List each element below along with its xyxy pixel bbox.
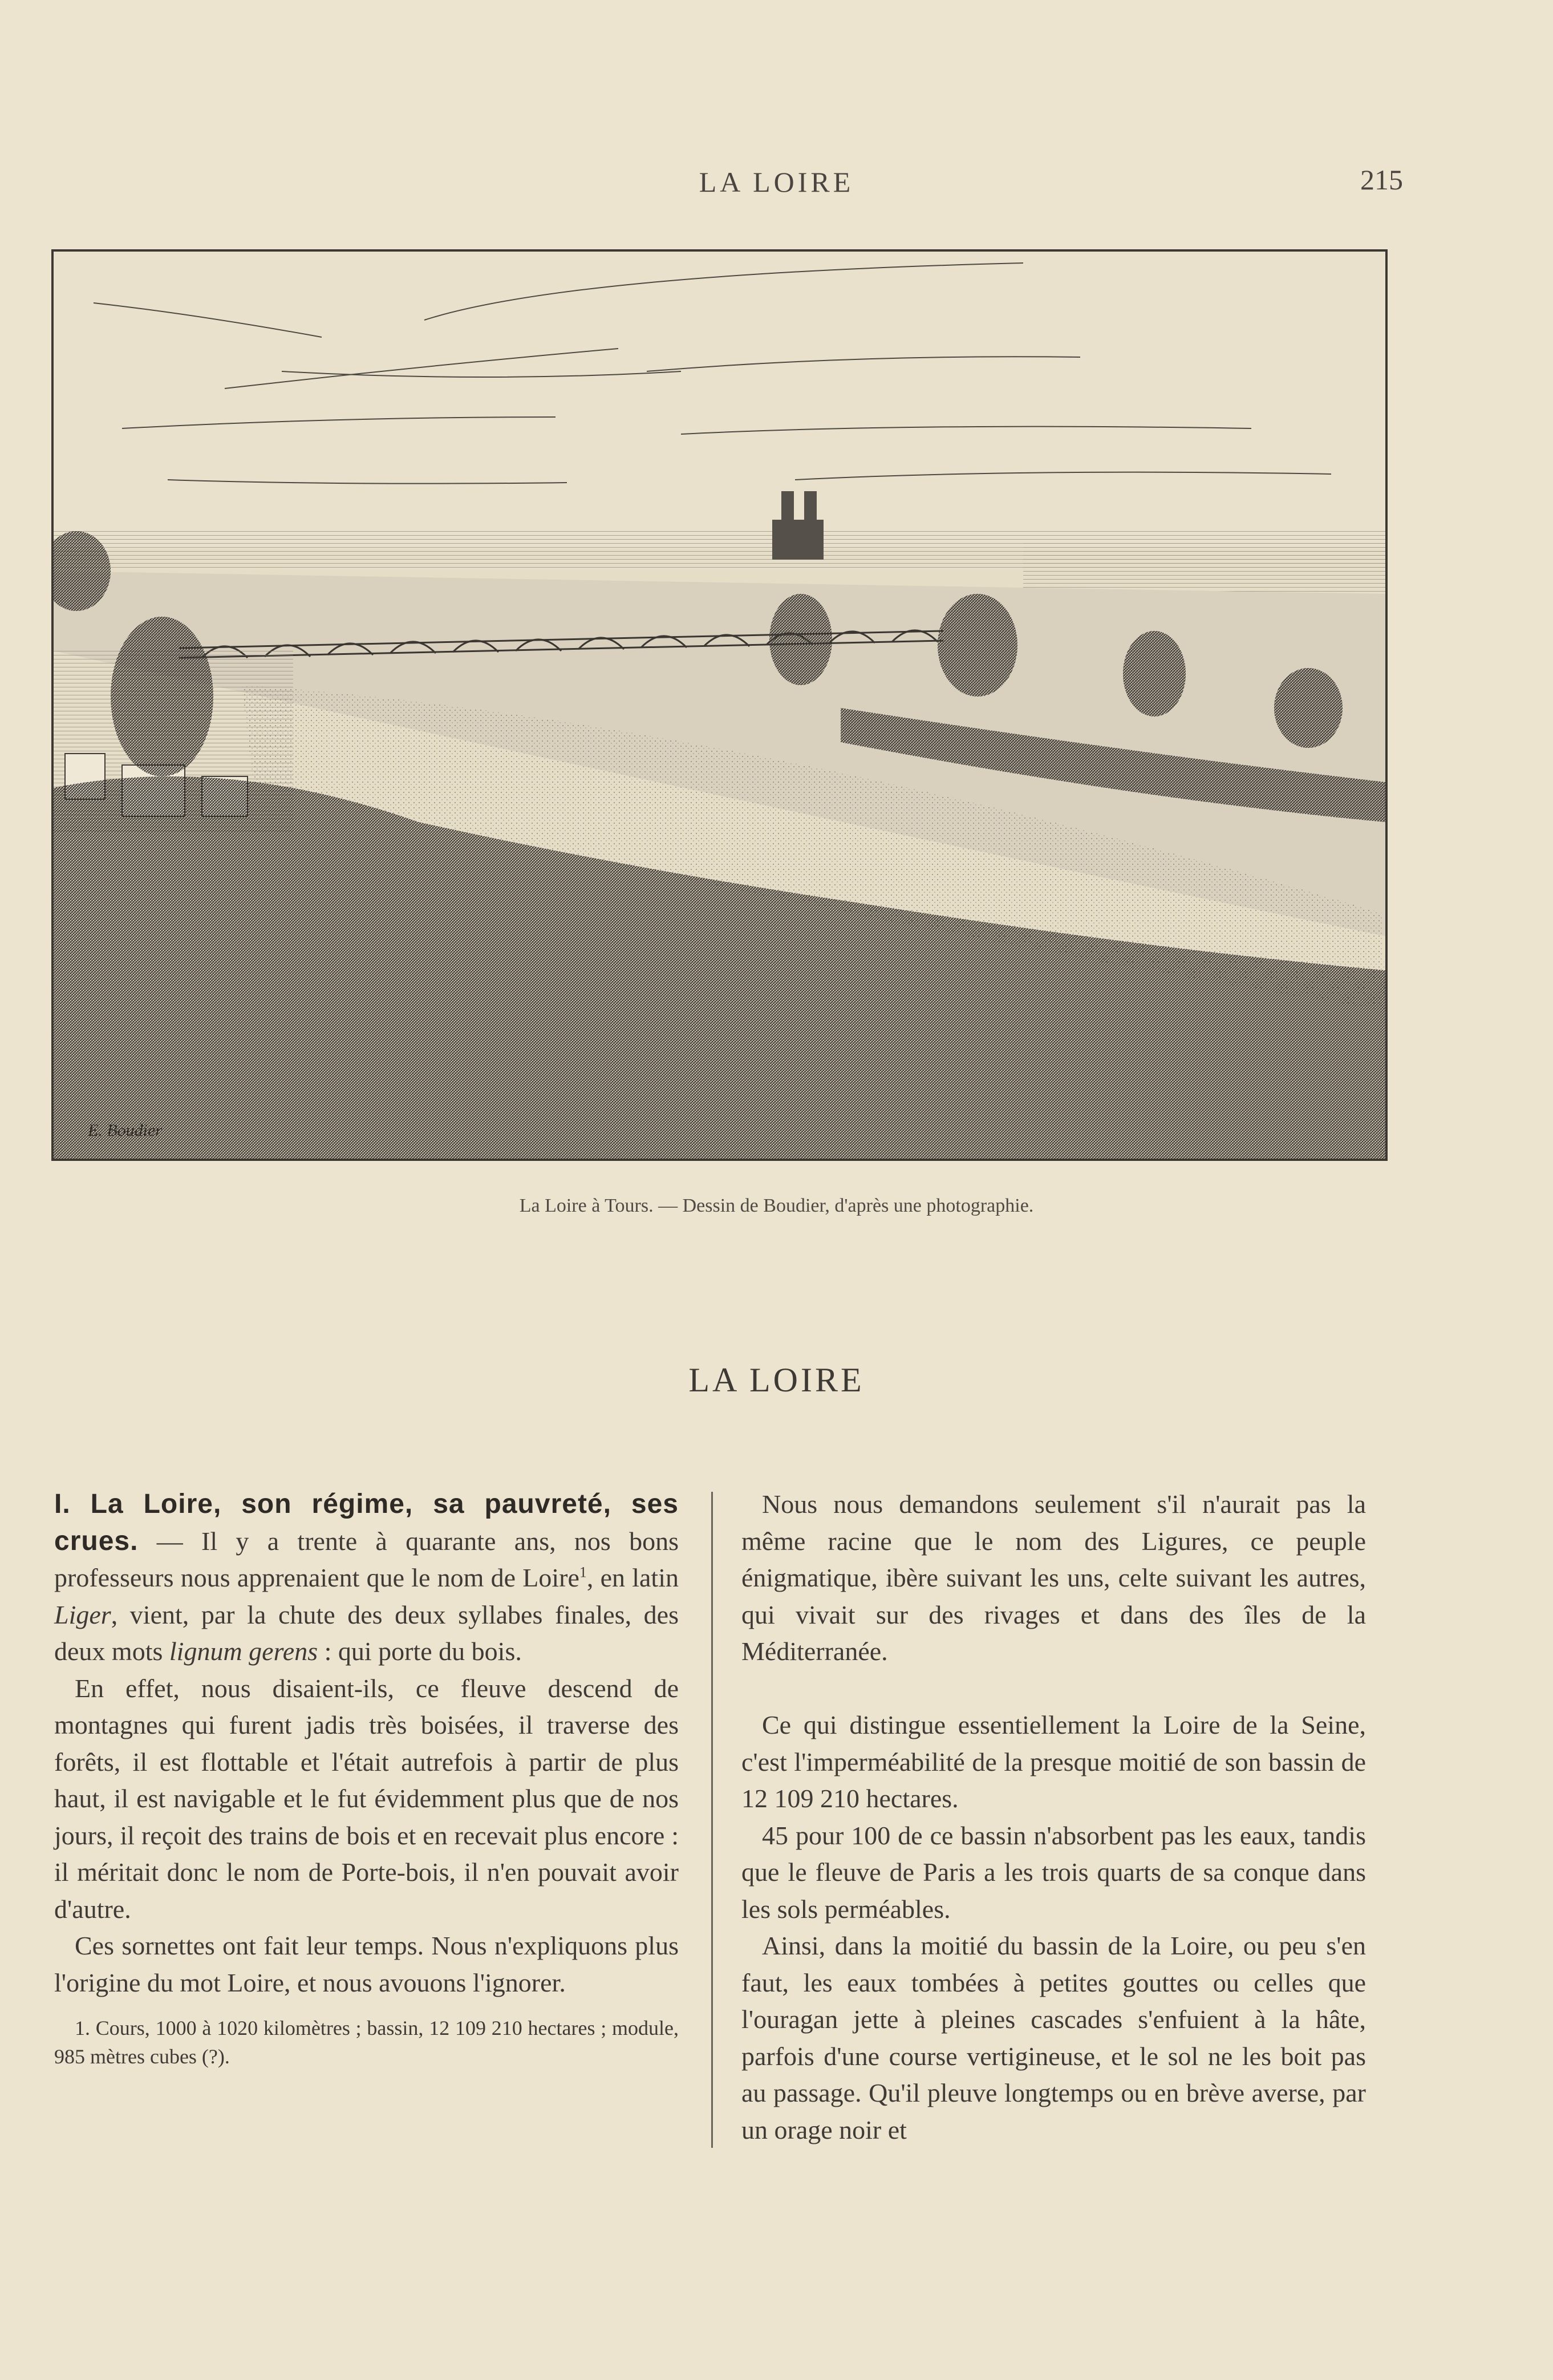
- paragraph: Nous nous demandons seulement s'il n'aurait pas la même racine que le nom des Ligures, ce peuple énigmatique, ibère suivant les uns, celte suivant les autres, qui vivait sur des rivages et dans des îles de la Méditerranée.: [741, 1489, 1366, 1666]
- footnote-reference: 1: [579, 1564, 587, 1581]
- section-heading: I. La Loire, son régime, sa pauvreté, ses crues.: [54, 1489, 679, 1556]
- column-divider: [711, 1492, 713, 2148]
- text-run: , vient, par la chute des deux syllabes finales, des deux mots: [54, 1600, 679, 1666]
- text-run: , en latin: [586, 1563, 679, 1592]
- page-number: 215: [1360, 164, 1403, 196]
- left-column: [54, 1486, 679, 2071]
- paragraph: Ainsi, dans la moitié du bassin de la Loire, ou peu s'en faut, les eaux tombées à petites gouttes ou celles que l'ouragan jette à pleines cascades s'enfuient à la hâte, parfois d'une course vertigineuse, et le sol ne les boit pas au passage. Qu'il pleuve longtemps ou en brève averse, par un orage noir et: [741, 1931, 1366, 2144]
- paragraph: Ce qui distingue essentiellement la Loire de la Seine, c'est l'imperméabilité de la presque moitié de son bassin de 12 109 210 hectares.: [741, 1710, 1366, 1813]
- engraving-drawing: [54, 252, 1385, 1159]
- running-title: LA LOIRE: [699, 166, 854, 198]
- paragraph: 45 pour 100 de ce bassin n'absorbent pas les eaux, tandis que le fleuve de Paris a les trois quarts de sa conque dans les sols perméables.: [741, 1820, 1366, 1924]
- artist-signature: E. Boudier: [88, 1121, 162, 1140]
- paragraph: En effet, nous disaient-ils, ce fleuve descend de montagnes qui furent jadis très boisées, il traverse des forêts, il est flottable et l'était autrefois à partir de plus haut, il est navigable et le fut évidemment plus que de nos jours, il reçoit des trains de bois et en recevait plus encore : il méritait donc le nom de Porte-bois, il n'en pouvait avoir d'autre.: [54, 1673, 679, 1924]
- text-run: — Il y a trente à quarante ans, nos bons professeurs nous apprenaient que le nom de Loire: [54, 1526, 679, 1592]
- latin-term: lignum gerens: [169, 1637, 318, 1666]
- text-run: : qui porte du bois.: [318, 1637, 522, 1666]
- footnote: 1. Cours, 1000 à 1020 kilomètres ; bassin, 12 109 210 hectares ; module, 985 mètres cubes (?).: [54, 2017, 679, 2068]
- paragraph: Ces sornettes ont fait leur temps. Nous n'expliquons plus l'origine du mot Loire, et nous avouons l'ignorer.: [54, 1931, 679, 1997]
- engraving-illustration: [51, 249, 1388, 1161]
- right-column: [741, 1486, 1366, 2148]
- figure-caption: La Loire à Tours. — Dessin de Boudier, d'après une photographie.: [519, 1195, 1034, 1216]
- sky: [54, 252, 1385, 548]
- latin-term: Liger: [54, 1600, 111, 1629]
- paragraph: [54, 1486, 679, 1670]
- article-title: LA LOIRE: [688, 1361, 865, 1399]
